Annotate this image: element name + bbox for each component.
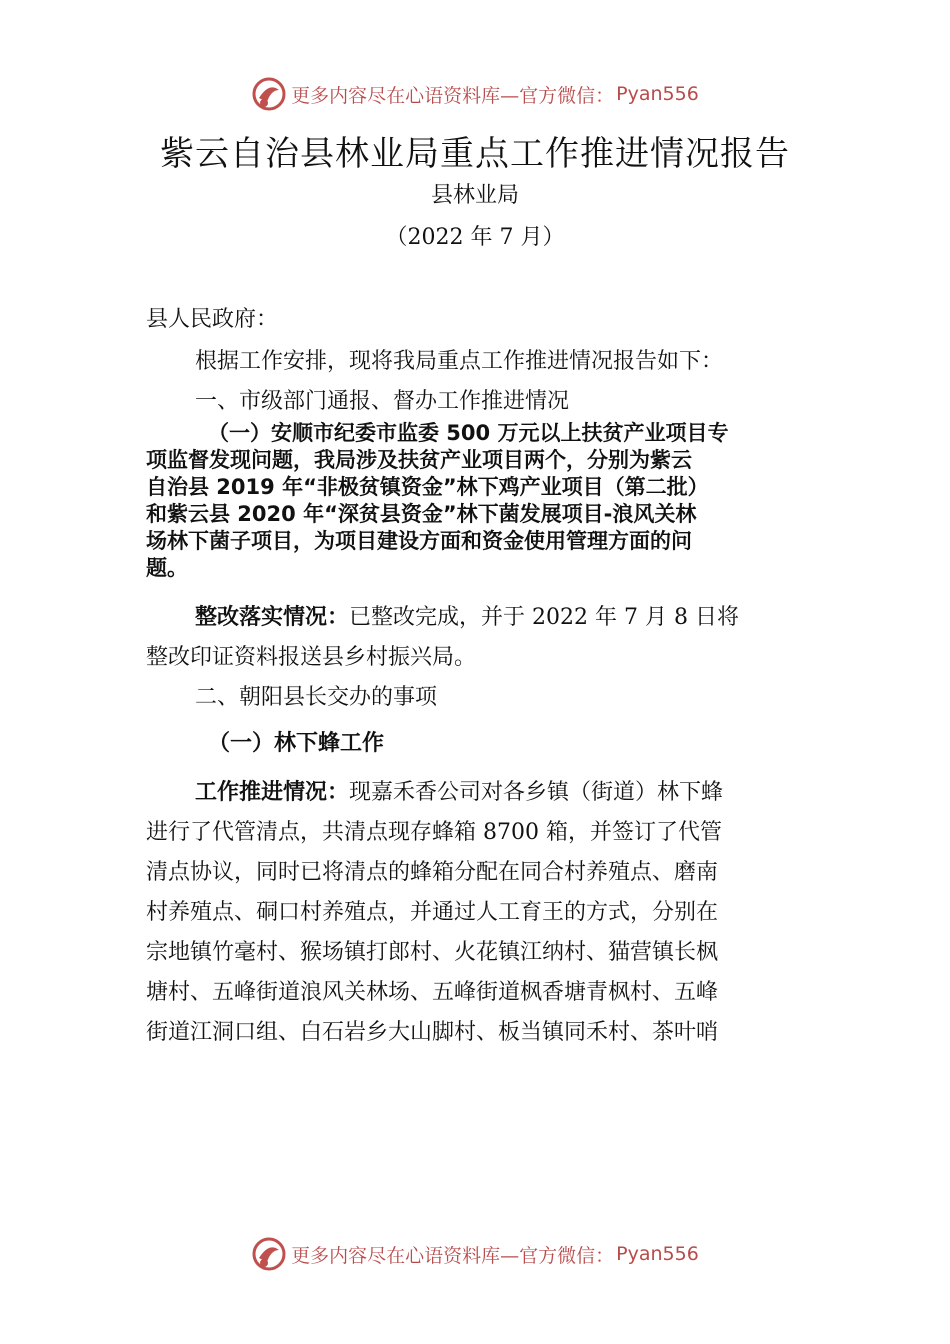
item-1-line: 场林下菌子项目，为项目建设方面和资金使用管理方面的问 [146, 529, 692, 553]
document-date: （2022 年 7 月） [385, 225, 565, 250]
work-line: 村养殖点、硐口村养殖点，并通过人工育王的方式，分别在 [146, 900, 719, 925]
logo-icon [251, 1236, 287, 1272]
work-paragraph [195, 775, 723, 806]
work-line: 街道江洞口组、白石岩乡大山脚村、板当镇同禾村、茶叶哨 [146, 1020, 719, 1045]
rectification-paragraph [195, 600, 739, 631]
rectification-text: 已整改完成，并于 2022 年 7 月 8 日将 [349, 605, 739, 630]
salutation: 县人民政府： [146, 307, 279, 332]
logo-icon [251, 76, 287, 112]
item-1-line: 和紫云县 2020 年“深贫县资金”林下菌发展项目-浪风关林 [146, 502, 697, 526]
rectification-text-cont: 整改印证资料报送县乡村振兴局。 [146, 645, 477, 670]
work-line: 进行了代管清点，共清点现存蜂箱 8700 箱，并签订了代管 [146, 820, 722, 845]
document-subtitle: 县林业局 [430, 183, 519, 208]
rectification-label: 整改落实情况： [195, 605, 350, 630]
watermark-top [0, 74, 950, 114]
work-label: 工作推进情况： [195, 780, 350, 805]
work-line: 清点协议，同时已将清点的蜂箱分配在同合村养殖点、磨南 [146, 860, 719, 885]
watermark-id: Pyan556 [616, 1243, 699, 1265]
item-1-paragraph [146, 420, 826, 582]
item-1-line: 项监督发现问题，我局涉及扶贫产业项目两个，分别为紫云 [146, 448, 692, 472]
item-1-line: 自治县 2019 年“非极贫镇资金”林下鸡产业项目（第二批） [146, 475, 709, 499]
work-line: 宗地镇竹毫村、猴场镇打郎村、火花镇江纳村、猫营镇长枫 [146, 940, 719, 965]
watermark-id: Pyan556 [616, 83, 699, 105]
watermark-bottom [0, 1234, 950, 1274]
item-2-heading: （一）林下蜂工作 [208, 731, 385, 756]
item-1-line: （一）安顺市纪委市监委 500 万元以上扶贫产业项目专 [208, 421, 729, 445]
item-1-line: 题。 [146, 556, 188, 580]
work-line: 塘村、五峰街道浪风关林场、五峰街道枫香塘青枫村、五峰 [146, 980, 719, 1005]
work-text: 现嘉禾香公司对各乡镇（街道）林下蜂 [349, 780, 724, 805]
section-heading-1: 一、市级部门通报、督办工作推进情况 [195, 389, 570, 414]
document-title: 紫云自治县林业局重点工作推进情况报告 [160, 134, 790, 174]
watermark-text: 更多内容尽在心语资料库—官方微信： [291, 84, 615, 107]
section-heading-2: 二、朝阳县长交办的事项 [195, 685, 438, 710]
watermark-text: 更多内容尽在心语资料库—官方微信： [291, 1244, 615, 1267]
intro-paragraph: 根据工作安排，现将我局重点工作推进情况报告如下： [195, 349, 724, 374]
